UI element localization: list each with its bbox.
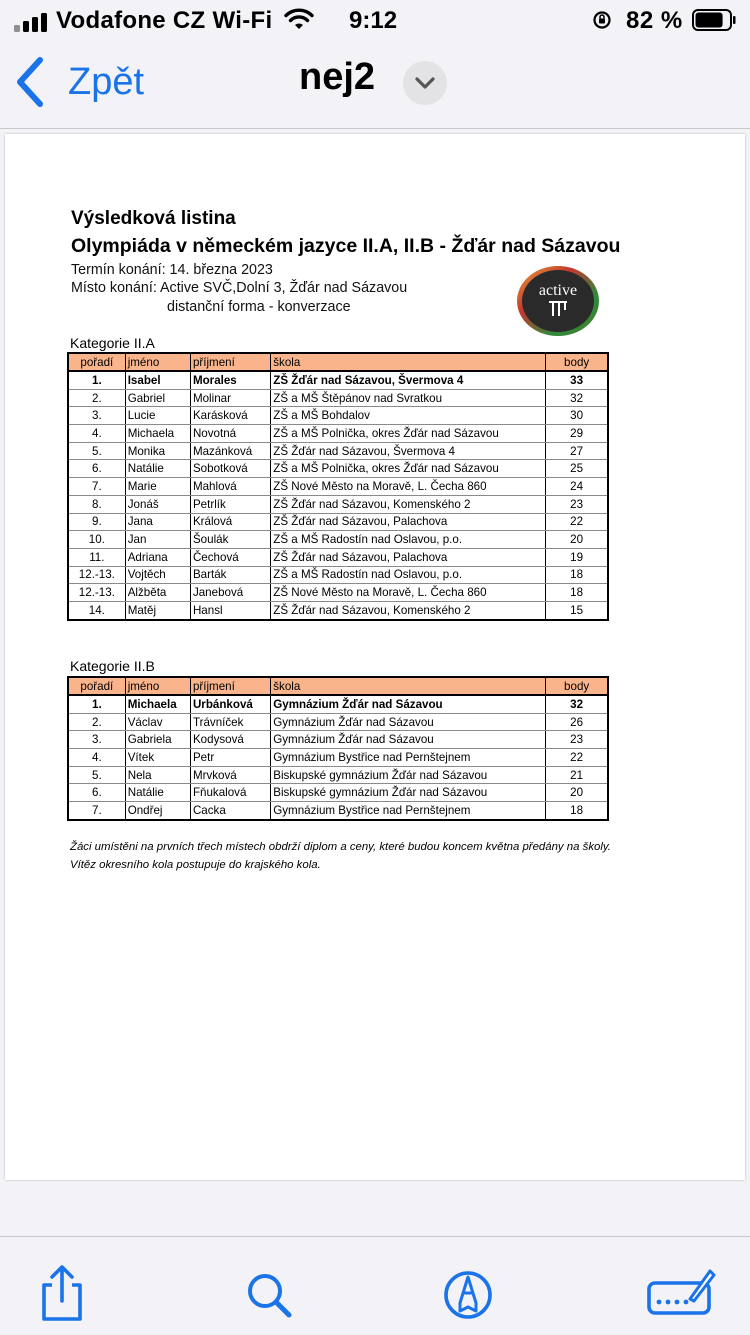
cell-school: Gymnázium Žďár nad Sázavou xyxy=(271,731,546,749)
cell-points: 23 xyxy=(546,731,608,749)
cell-rank: 4. xyxy=(68,749,125,767)
clock: 9:12 xyxy=(349,7,398,34)
cell-points: 22 xyxy=(546,513,608,531)
cell-school: Gymnázium Žďár nad Sázavou xyxy=(271,695,546,713)
cell-rank: 12.-13. xyxy=(68,584,125,602)
status-bar xyxy=(0,0,750,42)
cell-points: 26 xyxy=(546,713,608,731)
cell-first-name: Natálie xyxy=(125,784,190,802)
cell-school: ZŠ Žďár nad Sázavou, Švermova 4 xyxy=(271,371,546,389)
cell-last-name: Šoulák xyxy=(190,531,270,549)
cell-school: ZŠ Žďár nad Sázavou, Švermova 4 xyxy=(271,442,546,460)
cell-first-name: Vojtěch xyxy=(125,566,190,584)
cell-last-name: Novotná xyxy=(190,425,270,443)
footnote-awards: Žáci umístěni na prvních třech místech obdrží diplom a ceny, které budou koncem května předány na školy. xyxy=(70,841,611,853)
cell-first-name: Isabel xyxy=(125,371,190,389)
cell-last-name: Sobotková xyxy=(190,460,270,478)
cell-school: ZŠ a MŠ Polnička, okres Žďár nad Sázavou xyxy=(271,425,546,443)
wifi-icon xyxy=(284,8,314,32)
cell-rank: 2. xyxy=(68,389,125,407)
cell-school: ZŠ Nové Město na Moravě, L. Čecha 860 xyxy=(271,584,546,602)
cell-rank: 1. xyxy=(68,371,125,389)
back-label: Zpět xyxy=(68,60,145,103)
table-row xyxy=(68,566,608,584)
cell-rank: 3. xyxy=(68,731,125,749)
table-row xyxy=(68,749,608,767)
cell-school: ZŠ Žďár nad Sázavou, Palachova xyxy=(271,513,546,531)
document-page[interactable] xyxy=(5,134,745,1180)
cell-points: 18 xyxy=(546,584,608,602)
cell-school: ZŠ Žďár nad Sázavou, Komenského 2 xyxy=(271,495,546,513)
cell-rank: 3. xyxy=(68,407,125,425)
cell-last-name: Janebová xyxy=(190,584,270,602)
cell-points: 25 xyxy=(546,460,608,478)
cell-rank: 4. xyxy=(68,425,125,443)
document-title[interactable]: nej2 xyxy=(299,56,376,98)
cell-school: Biskupské gymnázium Žďár nad Sázavou xyxy=(271,766,546,784)
cell-points: 21 xyxy=(546,766,608,784)
column-header-school: škola xyxy=(271,353,546,371)
back-button[interactable] xyxy=(14,54,144,110)
cell-first-name: Gabriela xyxy=(125,731,190,749)
table-row xyxy=(68,495,608,513)
cell-points: 22 xyxy=(546,749,608,767)
date-line: Termín konání: 14. března 2023 xyxy=(71,262,273,278)
carrier-name: Vodafone CZ Wi-Fi xyxy=(56,7,273,34)
cell-last-name: Karásková xyxy=(190,407,270,425)
cell-last-name: Mrvková xyxy=(190,766,270,784)
cell-first-name: Matěj xyxy=(125,601,190,619)
table-row xyxy=(68,713,608,731)
cell-rank: 10. xyxy=(68,531,125,549)
cell-first-name: Alžběta xyxy=(125,584,190,602)
cell-first-name: Václav xyxy=(125,713,190,731)
cell-points: 32 xyxy=(546,695,608,713)
cell-points: 24 xyxy=(546,478,608,496)
cell-last-name: Mahlová xyxy=(190,478,270,496)
table-row xyxy=(68,407,608,425)
cell-points: 18 xyxy=(546,566,608,584)
title-menu-button[interactable] xyxy=(403,61,447,105)
table-row xyxy=(68,695,608,713)
cell-first-name: Adriana xyxy=(125,548,190,566)
cell-rank: 8. xyxy=(68,495,125,513)
cell-points: 23 xyxy=(546,495,608,513)
cell-rank: 2. xyxy=(68,713,125,731)
cell-last-name: Hansl xyxy=(190,601,270,619)
table-row xyxy=(68,548,608,566)
search-icon[interactable] xyxy=(243,1265,299,1323)
cell-first-name: Gabriel xyxy=(125,389,190,407)
cell-school: Gymnázium Bystřice nad Pernštejnem xyxy=(271,802,546,820)
orientation-lock-icon xyxy=(592,10,612,30)
cell-last-name: Molinar xyxy=(190,389,270,407)
table-row xyxy=(68,478,608,496)
cell-rank: 5. xyxy=(68,442,125,460)
table-header-row xyxy=(68,677,608,695)
cell-school: Biskupské gymnázium Žďár nad Sázavou xyxy=(271,784,546,802)
column-header-first-name: jméno xyxy=(125,677,190,695)
table-row xyxy=(68,442,608,460)
results-table-category-a xyxy=(67,352,609,621)
nav-divider xyxy=(0,128,750,129)
table-row xyxy=(68,802,608,820)
cell-points: 27 xyxy=(546,442,608,460)
footnote-advance: Vítěz okresního kola postupuje do krajského kola. xyxy=(70,859,321,871)
cell-first-name: Lucie xyxy=(125,407,190,425)
table-row xyxy=(68,389,608,407)
cell-rank: 9. xyxy=(68,513,125,531)
cell-school: ZŠ a MŠ Bohdalov xyxy=(271,407,546,425)
cell-points: 20 xyxy=(546,784,608,802)
cell-school: ZŠ a MŠ Radostín nad Oslavou, p.o. xyxy=(271,531,546,549)
cell-points: 30 xyxy=(546,407,608,425)
column-header-last-name: příjmení xyxy=(190,677,270,695)
cell-points: 20 xyxy=(546,531,608,549)
chevron-down-icon xyxy=(414,76,436,90)
cell-school: ZŠ a MŠ Radostín nad Oslavou, p.o. xyxy=(271,566,546,584)
battery-icon xyxy=(692,9,736,31)
table-row xyxy=(68,425,608,443)
results-title: Výsledková listina xyxy=(71,208,236,229)
cell-last-name: Králová xyxy=(190,513,270,531)
table-row xyxy=(68,784,608,802)
cell-school: ZŠ Žďár nad Sázavou, Palachova xyxy=(271,548,546,566)
share-icon[interactable] xyxy=(34,1265,90,1323)
form-line: distanční forma - konverzace xyxy=(167,299,351,315)
cell-last-name: Barták xyxy=(190,566,270,584)
cell-rank: 1. xyxy=(68,695,125,713)
cell-last-name: Morales xyxy=(190,371,270,389)
cell-points: 15 xyxy=(546,601,608,619)
battery-percent: 82 % xyxy=(626,7,683,34)
cell-rank: 5. xyxy=(68,766,125,784)
cell-school: ZŠ Žďár nad Sázavou, Komenského 2 xyxy=(271,601,546,619)
cell-points: 18 xyxy=(546,802,608,820)
column-header-rank: pořadí xyxy=(68,677,125,695)
cell-first-name: Monika xyxy=(125,442,190,460)
cell-school: Gymnázium Bystřice nad Pernštejnem xyxy=(271,749,546,767)
markup-icon[interactable] xyxy=(440,1265,496,1323)
table-row xyxy=(68,513,608,531)
table-row xyxy=(68,460,608,478)
table-row xyxy=(68,371,608,389)
competition-title: Olympiáda v německém jazyce II.A, II.B - Žďár nad Sázavou xyxy=(71,235,621,257)
table-header-row xyxy=(68,353,608,371)
column-header-points: body xyxy=(546,677,608,695)
cell-rank: 7. xyxy=(68,478,125,496)
cell-last-name: Mazánková xyxy=(190,442,270,460)
column-header-first-name: jméno xyxy=(125,353,190,371)
cell-rank: 7. xyxy=(68,802,125,820)
cell-first-name: Vítek xyxy=(125,749,190,767)
cell-first-name: Michaela xyxy=(125,425,190,443)
active-logo xyxy=(515,264,601,338)
table-row xyxy=(68,601,608,619)
column-header-school: škola xyxy=(271,677,546,695)
cell-rank: 11. xyxy=(68,548,125,566)
cellular-signal-icon xyxy=(14,12,50,32)
table-row xyxy=(68,584,608,602)
cell-points: 29 xyxy=(546,425,608,443)
results-table-category-b xyxy=(67,676,609,821)
cell-first-name: Michaela xyxy=(125,695,190,713)
cell-last-name: Petrlík xyxy=(190,495,270,513)
table-row xyxy=(68,531,608,549)
cell-first-name: Jana xyxy=(125,513,190,531)
cell-last-name: Fňukalová xyxy=(190,784,270,802)
cell-first-name: Jan xyxy=(125,531,190,549)
column-header-rank: pořadí xyxy=(68,353,125,371)
column-header-last-name: příjmení xyxy=(190,353,270,371)
column-header-points: body xyxy=(546,353,608,371)
cell-last-name: Čechová xyxy=(190,548,270,566)
cell-first-name: Ondřej xyxy=(125,802,190,820)
category-b-label: Kategorie II.B xyxy=(70,658,155,674)
cell-rank: 14. xyxy=(68,601,125,619)
chevron-left-icon xyxy=(14,56,48,108)
logo-text: active xyxy=(538,282,578,299)
cell-school: Gymnázium Žďár nad Sázavou xyxy=(271,713,546,731)
cell-last-name: Urbánková xyxy=(190,695,270,713)
cell-last-name: Kodysová xyxy=(190,731,270,749)
cell-last-name: Cacka xyxy=(190,802,270,820)
fill-and-sign-icon[interactable] xyxy=(646,1265,716,1323)
cell-last-name: Trávníček xyxy=(190,713,270,731)
cell-points: 19 xyxy=(546,548,608,566)
place-line: Místo konání: Active SVČ,Dolní 3, Žďár nad Sázavou xyxy=(71,280,408,296)
cell-rank: 6. xyxy=(68,784,125,802)
table-row xyxy=(68,766,608,784)
category-a-label: Kategorie II.A xyxy=(70,335,155,351)
cell-first-name: Marie xyxy=(125,478,190,496)
cell-rank: 6. xyxy=(68,460,125,478)
cell-points: 32 xyxy=(546,389,608,407)
cell-points: 33 xyxy=(546,371,608,389)
cell-school: ZŠ Nové Město na Moravě, L. Čecha 860 xyxy=(271,478,546,496)
cell-school: ZŠ a MŠ Polnička, okres Žďár nad Sázavou xyxy=(271,460,546,478)
cell-first-name: Nela xyxy=(125,766,190,784)
cell-first-name: Jonáš xyxy=(125,495,190,513)
cell-last-name: Petr xyxy=(190,749,270,767)
cell-first-name: Natálie xyxy=(125,460,190,478)
navigation-bar xyxy=(0,42,750,128)
cell-school: ZŠ a MŠ Štěpánov nad Svratkou xyxy=(271,389,546,407)
cell-rank: 12.-13. xyxy=(68,566,125,584)
table-row xyxy=(68,731,608,749)
bottom-toolbar xyxy=(0,1236,750,1335)
